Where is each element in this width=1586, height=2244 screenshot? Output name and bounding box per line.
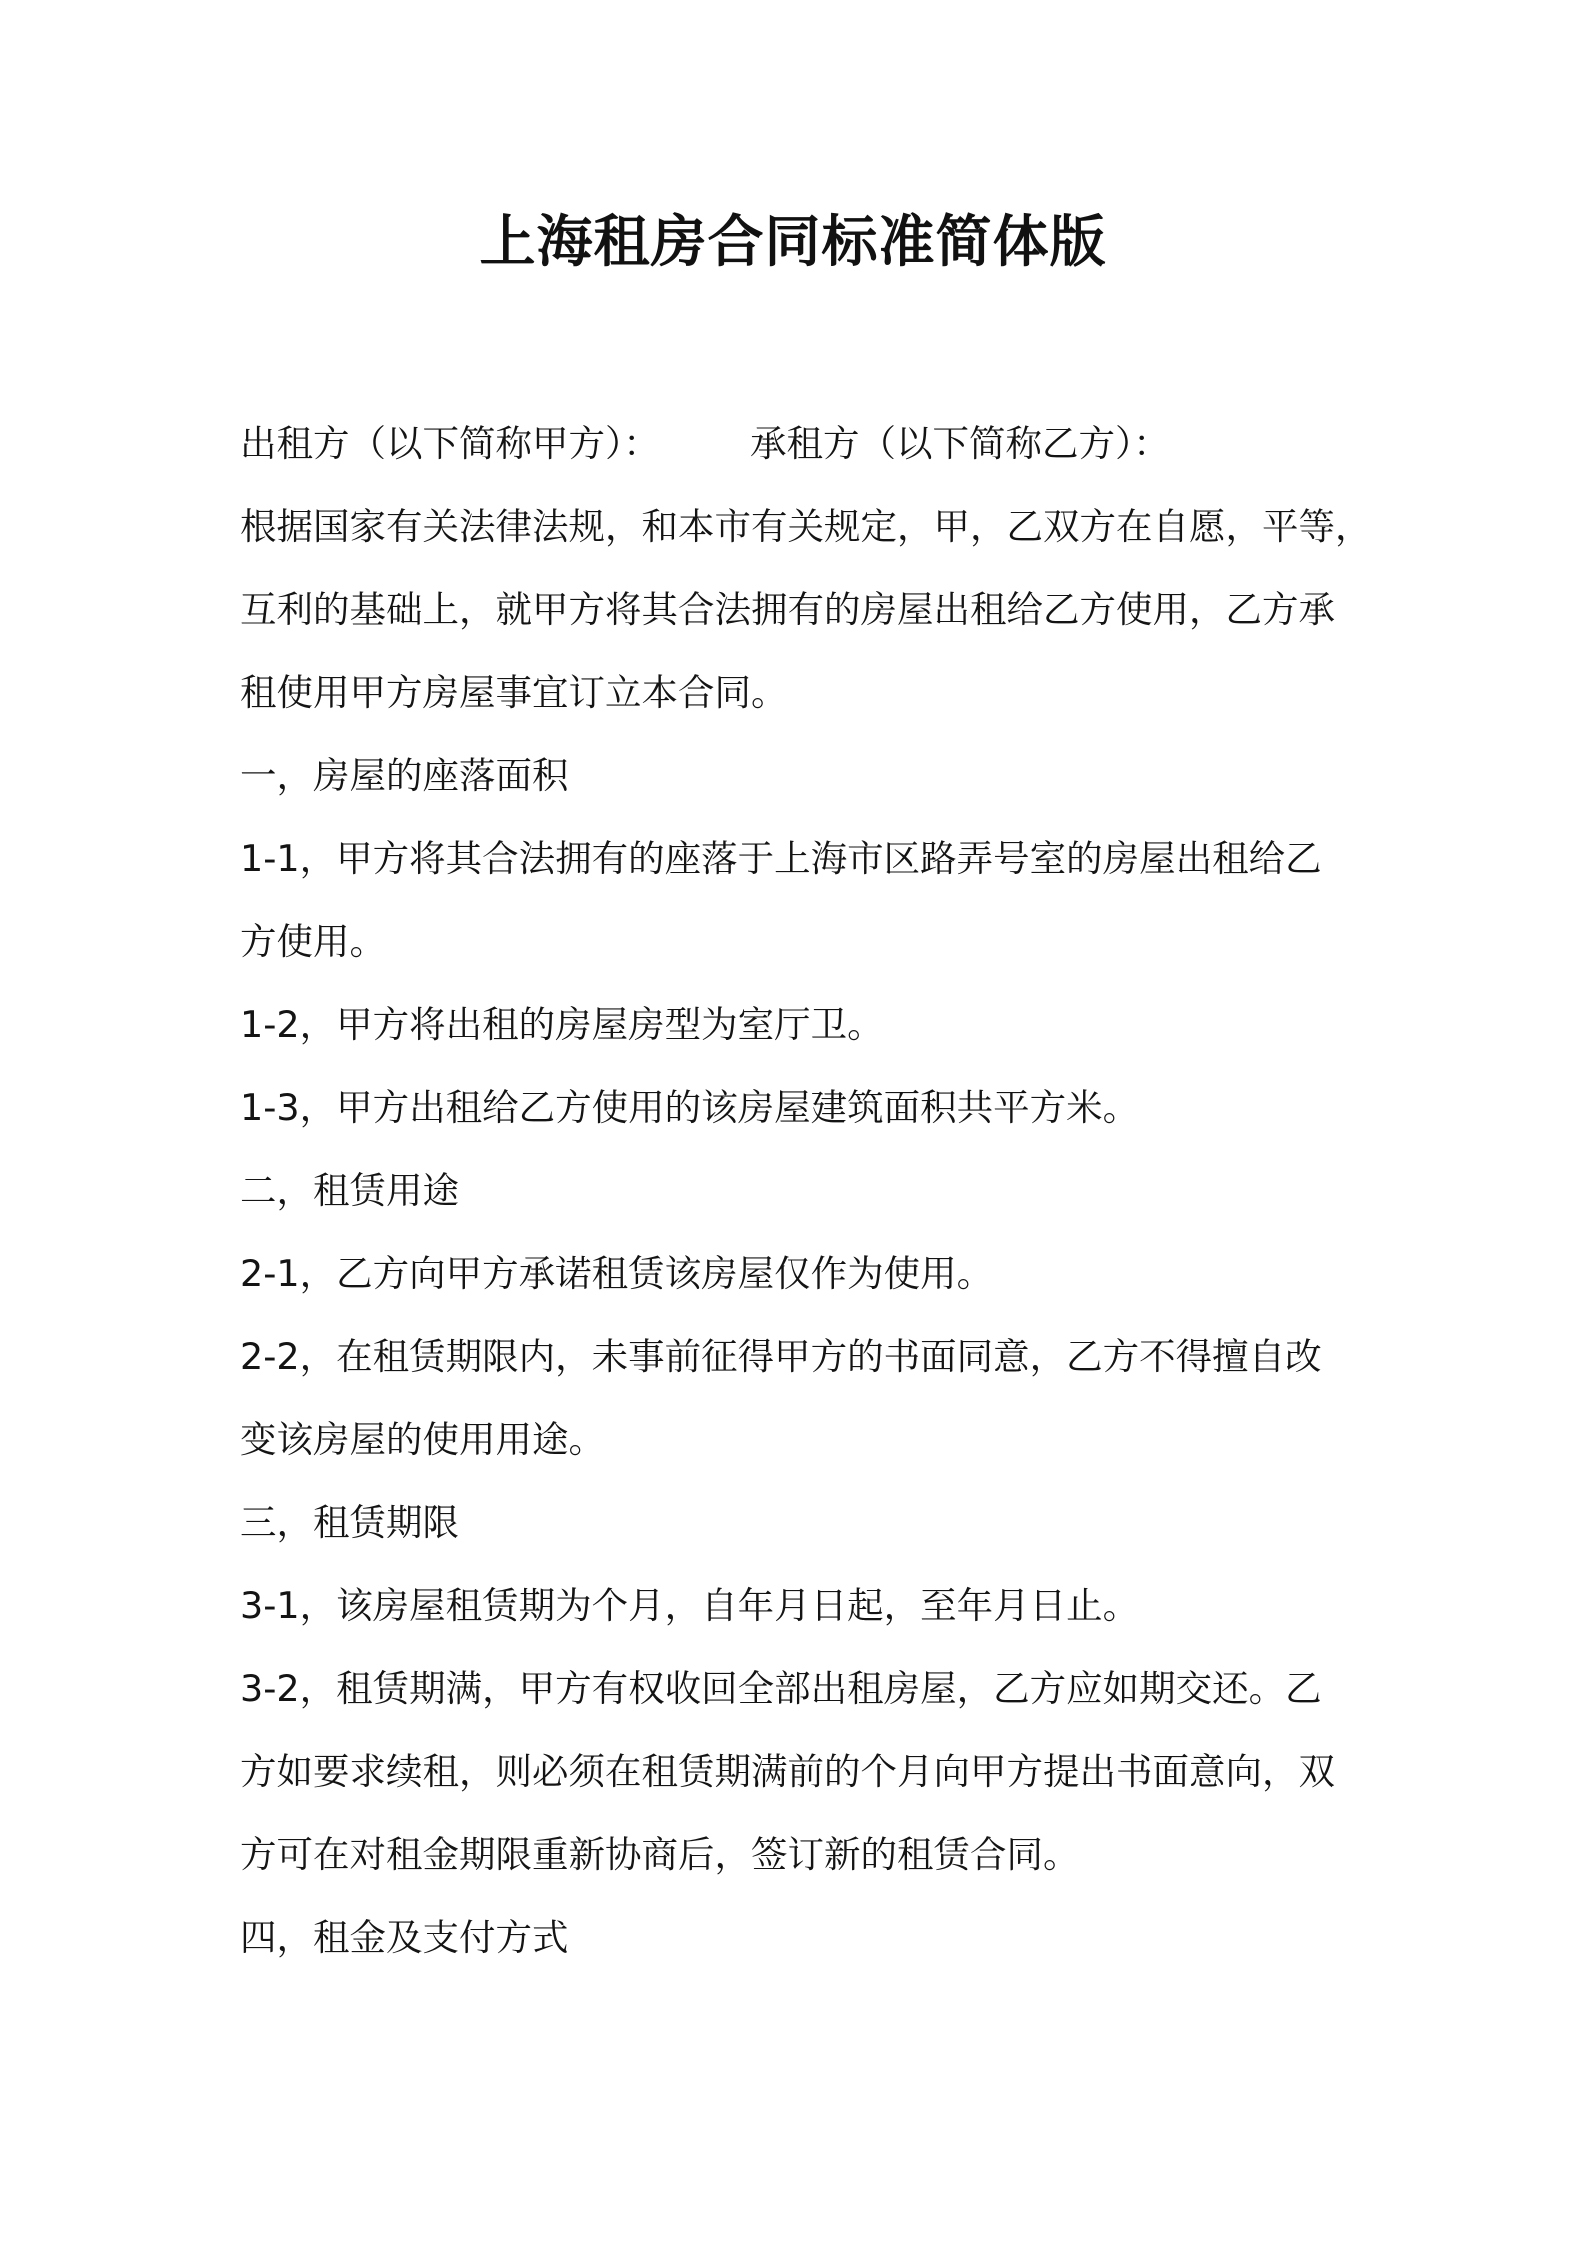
section-heading: 二，租赁用途 [240,1169,459,1212]
document-title: 上海租房合同标准简体版 [479,210,1107,275]
body-line: 变该房屋的使用用途。 [240,1418,605,1461]
body-line: 根据国家有关法律法规，和本市有关规定，甲，乙双方在自愿，平等， [240,505,1372,548]
body-line: 3-2，租赁期满，甲方有权收回全部出租房屋，乙方应如期交还。乙 [240,1667,1322,1710]
body-line: 2-1，乙方向甲方承诺租赁该房屋仅作为使用。 [240,1252,994,1295]
lessee-label: 承租方（以下简称乙方）： [750,422,1170,465]
body-line: 1-1，甲方将其合法拥有的座落于上海市区路弄号室的房屋出租给乙 [240,837,1322,880]
parties-line [240,402,1360,485]
body-line: 2-2，在租赁期限内，未事前征得甲方的书面同意，乙方不得擅自改 [240,1335,1322,1378]
section-heading: 三，租赁期限 [240,1501,459,1544]
body-line: 方如要求续租，则必须在租赁期满前的个月向甲方提出书面意向，双 [240,1750,1335,1793]
body-line: 1-2，甲方将出租的房屋房型为室厅卫。 [240,1003,884,1046]
section-heading: 四，租金及支付方式 [240,1916,569,1959]
body-line: 方使用。 [240,920,386,963]
body-line: 3-1，该房屋租赁期为个月，自年月日起，至年月日止。 [240,1584,1140,1627]
body-line: 互利的基础上，就甲方将其合法拥有的房屋出租给乙方使用，乙方承 [240,588,1335,631]
body-line: 租使用甲方房屋事宜订立本合同。 [240,671,788,714]
body-line: 方可在对租金期限重新协商后，签订新的租赁合同。 [240,1833,1080,1876]
lessor-label: 出租方（以下简称甲方）： [240,422,660,465]
body-line: 1-3，甲方出租给乙方使用的该房屋建筑面积共平方米。 [240,1086,1140,1129]
document-body [240,402,1372,1979]
section-heading: 一，房屋的座落面积 [240,754,569,797]
